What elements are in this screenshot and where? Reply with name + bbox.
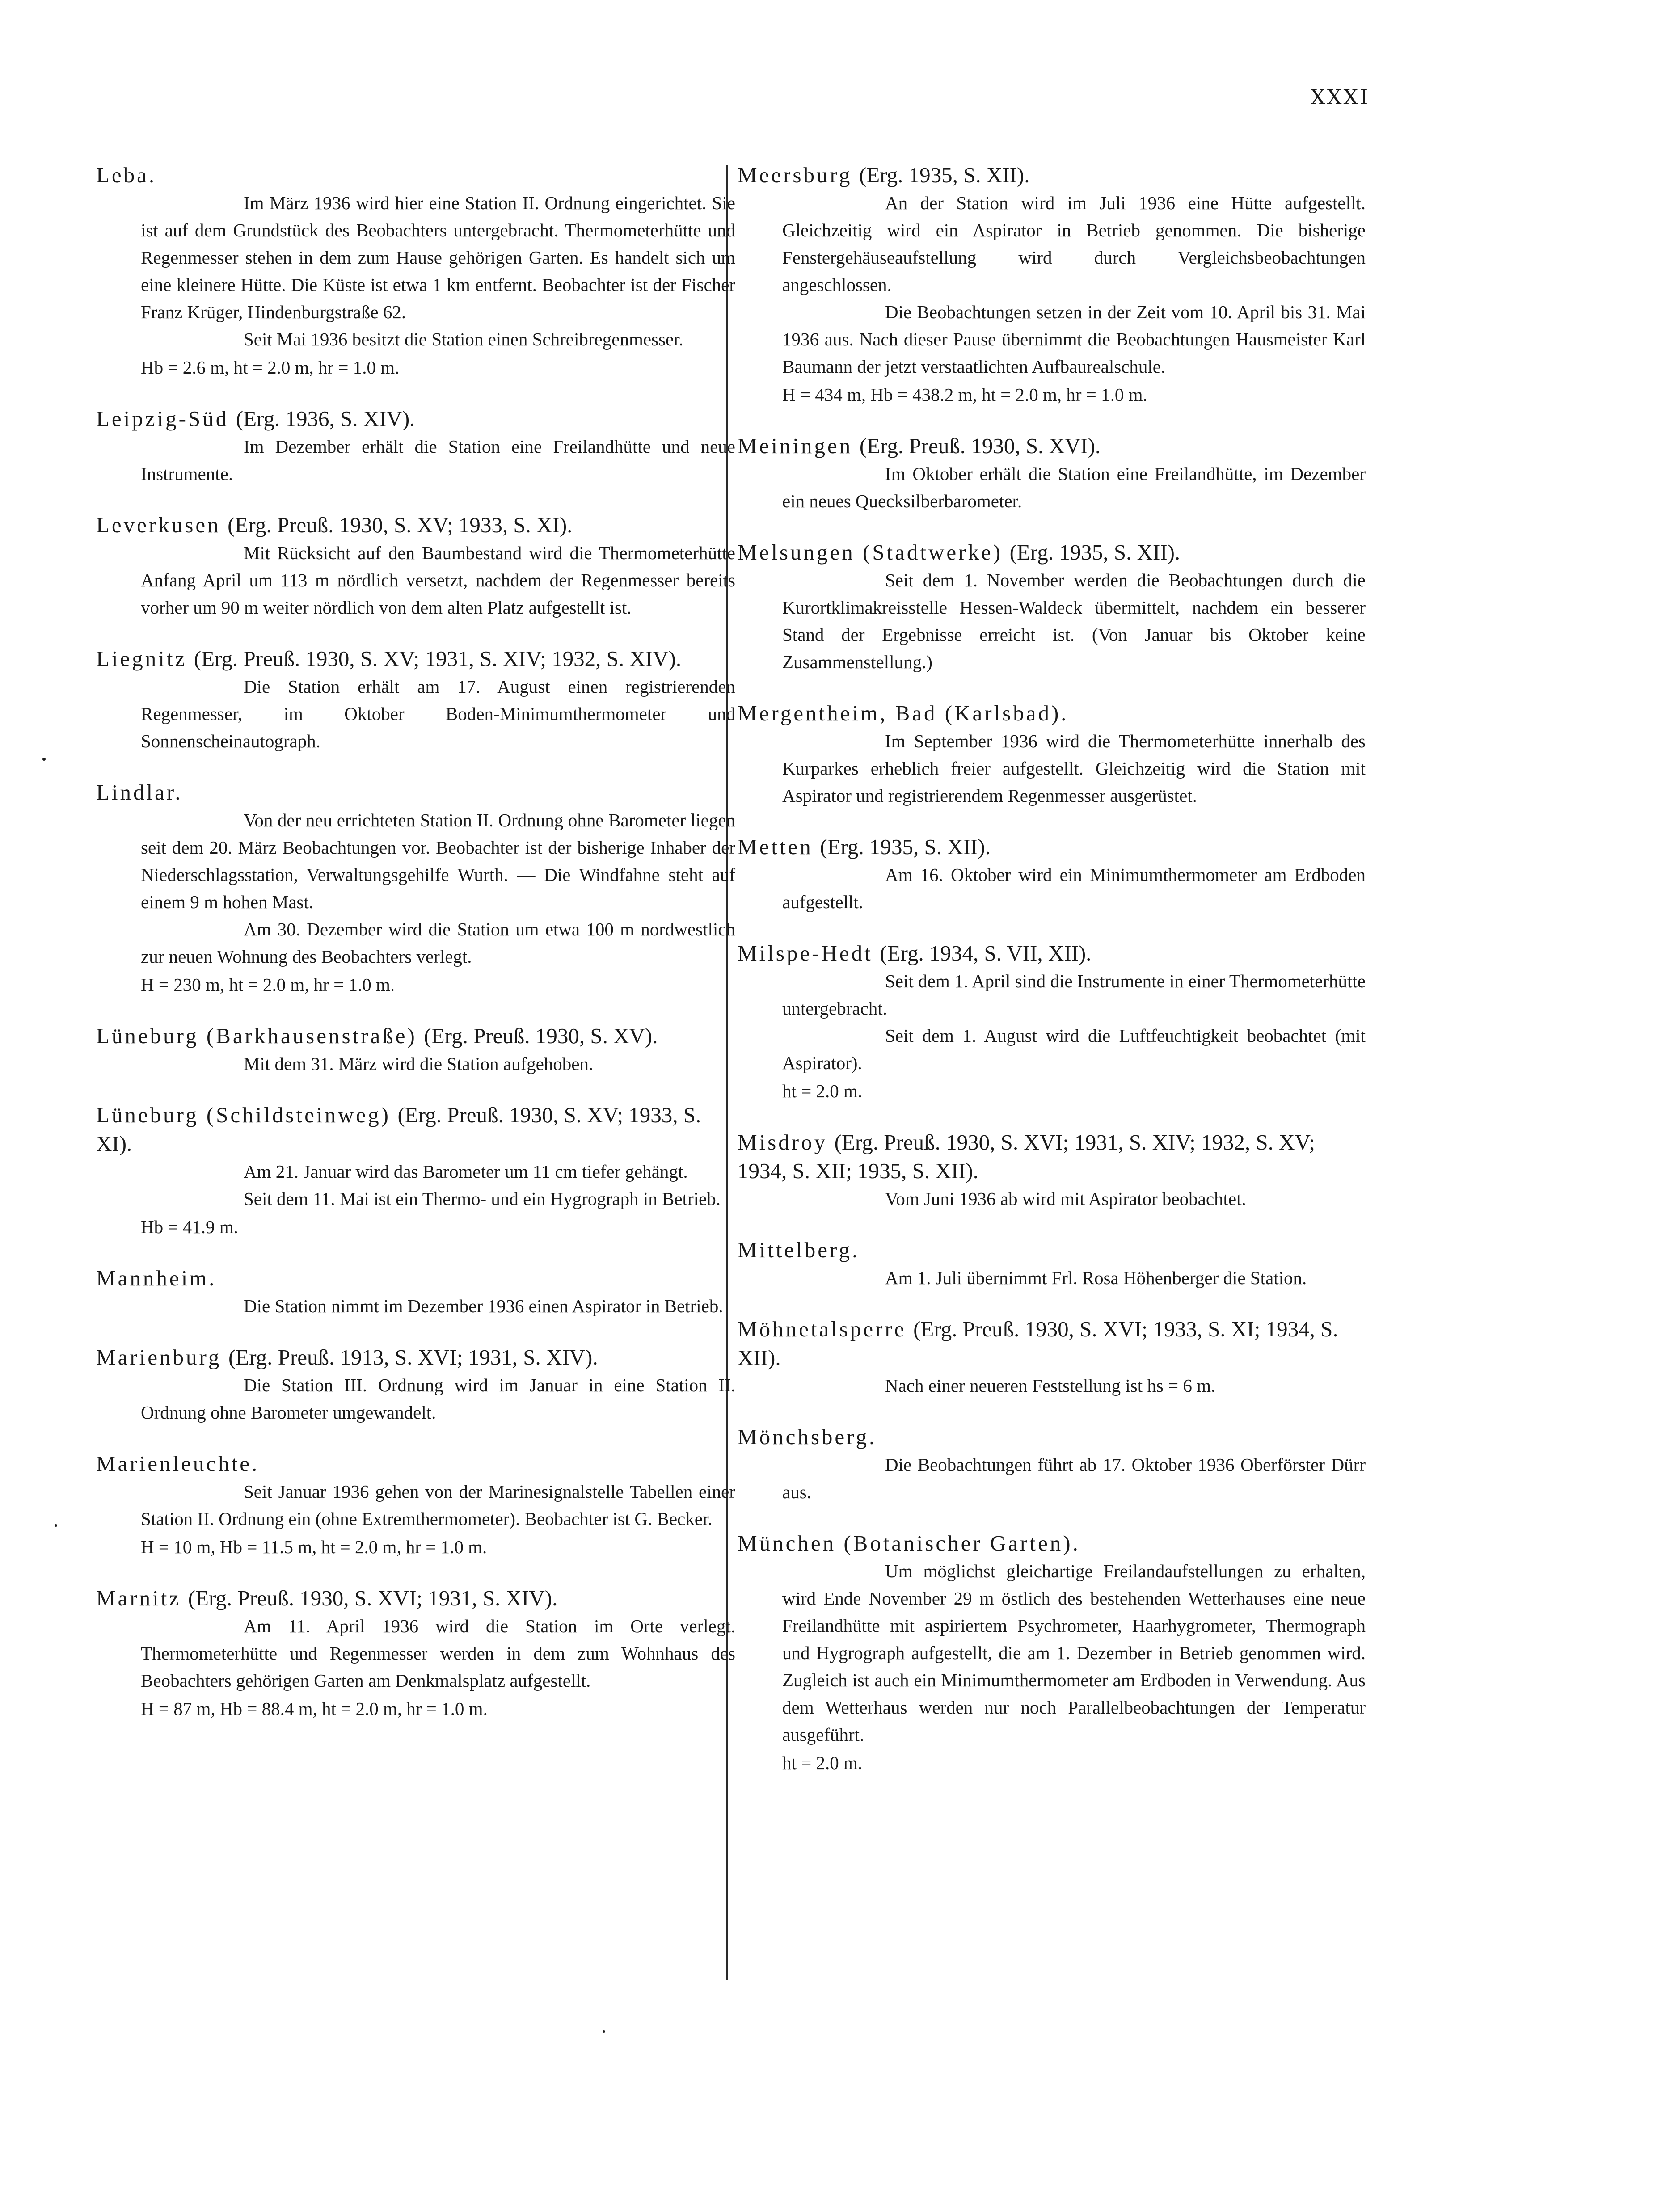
- station-reference: (Erg. 1935, S. XII).: [859, 163, 1030, 187]
- station-entry: [96, 1022, 735, 1078]
- station-entry: [738, 699, 1366, 809]
- station-note: Seit dem 1. November werden die Beobachtungen durch die Kurortklimakreisstelle Hessen-Waldeck übermittelt, nachdem ein besserer Stand der Ergebnisse erreicht ist. (Von Januar bis Oktober keine Zusammenstellung.): [782, 570, 1366, 672]
- station-entry: [96, 404, 735, 488]
- station-note: Seit dem 1. August wird die Luftfeuchtigkeit beobachtet (mit Aspirator).: [782, 1025, 1366, 1073]
- station-heading: [738, 833, 1366, 861]
- station-name: Marienburg: [96, 1345, 222, 1369]
- station-heading: [96, 645, 735, 673]
- station-entry: [738, 1236, 1366, 1292]
- station-entry: [738, 939, 1366, 1105]
- station-entry: [738, 538, 1366, 676]
- station-entry: [96, 1584, 735, 1723]
- station-note: Seit dem 11. Mai ist ein Thermo- und ein Hygrograph in Betrieb.: [244, 1188, 721, 1209]
- station-name: Marienleuchte.: [96, 1451, 260, 1476]
- station-note: Die Station erhält am 17. August einen registrierenden Regenmesser, im Oktober Boden-Minimumthermometer und Sonnenscheinautograph.: [141, 676, 735, 751]
- station-entry: [738, 161, 1366, 409]
- station-name: Mittelberg.: [738, 1238, 860, 1262]
- station-reference: (Erg. 1935, S. XII).: [820, 834, 991, 859]
- station-measurements: H = 230 m, ht = 2.0 m, hr = 1.0 m.: [141, 974, 395, 995]
- station-heading: [738, 1236, 1366, 1264]
- station-measurements: Hb = 2.6 m, ht = 2.0 m, hr = 1.0 m.: [141, 357, 400, 378]
- station-heading: [738, 432, 1366, 460]
- station-heading: [738, 161, 1366, 190]
- right-column: [738, 161, 1366, 1800]
- station-name: Mergentheim, Bad (Karlsbad).: [738, 701, 1069, 725]
- station-heading: [96, 1584, 735, 1613]
- station-name: Metten: [738, 834, 813, 859]
- station-note: Im März 1936 wird hier eine Station II. Ordnung eingerichtet. Sie ist auf dem Grundstück des Beobachters untergebracht. Thermometerhütte und Regenmesser stehen in dem zum Hause gehörigen Garten. Es handelt sich um eine kleinere Hütte. Die Küste ist etwa 1 km entfernt. Beobachter ist der Fischer Franz Krüger, Hindenburgstraße 62.: [141, 193, 735, 322]
- station-note: Seit Januar 1936 gehen von der Marinesignalstelle Tabellen einer Station II. Ordnung ein (ohne Extremthermometer). Beobachter ist G. Becker.: [141, 1481, 735, 1529]
- station-reference: (Erg. 1936, S. XIV).: [236, 406, 415, 431]
- station-note: Am 30. Dezember wird die Station um etwa 100 m nordwestlich zur neuen Wohnung des Beobachters verlegt.: [141, 919, 735, 967]
- station-name: Milspe-Hedt: [738, 941, 873, 965]
- scan-speck: [603, 2030, 605, 2033]
- station-measurements: H = 87 m, Hb = 88.4 m, ht = 2.0 m, hr = 1.0 m.: [141, 1698, 488, 1719]
- station-note: Die Station III. Ordnung wird im Januar in eine Station II. Ordnung ohne Barometer umgewandelt.: [141, 1375, 735, 1423]
- station-heading: [96, 1449, 735, 1478]
- station-name: Leipzig-Süd: [96, 406, 229, 431]
- station-reference: (Erg. Preuß. 1930, S. XV).: [424, 1024, 658, 1048]
- station-note: Am 16. Oktober wird ein Minimumthermometer am Erdboden aufgestellt.: [782, 864, 1366, 912]
- station-entry: [738, 1315, 1366, 1399]
- station-entry: [738, 1128, 1366, 1213]
- station-heading: [738, 939, 1366, 968]
- scan-speck: [42, 758, 46, 761]
- station-note: Im Dezember erhält die Station eine Freilandhütte und neue Instrumente.: [141, 436, 735, 484]
- station-reference: (Erg. Preuß. 1930, S. XV; 1933, S. XI).: [228, 513, 573, 537]
- station-name: Lüneburg (Schildsteinweg): [96, 1103, 391, 1127]
- station-name: Mönchsberg.: [738, 1424, 877, 1449]
- station-heading: [738, 1529, 1366, 1558]
- station-heading: [96, 1343, 735, 1372]
- station-heading: [738, 699, 1366, 728]
- station-note: Mit Rücksicht auf den Baumbestand wird die Thermometerhütte Anfang April um 113 m nördlich versetzt, nachdem der Regenmesser bereits vorher um 90 m weiter nördlich von dem alten Platz aufgestellt ist.: [141, 543, 735, 618]
- station-entry: [96, 161, 735, 381]
- station-heading: [738, 538, 1366, 567]
- station-name: Leba.: [96, 163, 157, 187]
- station-entry: [738, 1529, 1366, 1777]
- station-measurements: H = 434 m, Hb = 438.2 m, ht = 2.0 m, hr = 1.0 m.: [782, 384, 1147, 405]
- station-note: Von der neu errichteten Station II. Ordnung ohne Barometer liegen seit dem 20. März Beobachtungen vor. Beobachter ist der bisherige Inhaber der Niederschlagsstation, Verwaltungsgehilfe Wurth. — Die Windfahne steht auf einem 9 m hohen Mast.: [141, 810, 735, 912]
- station-heading: [96, 511, 735, 539]
- station-note: An der Station wird im Juli 1936 eine Hütte aufgestellt. Gleichzeitig wird ein Aspirator in Betrieb genommen. Die bisherige Fenstergehäuseaufstellung wird durch Vergleichsbeobachtungen angeschlossen.: [782, 193, 1366, 295]
- station-name: Leverkusen: [96, 513, 221, 537]
- station-note: Am 21. Januar wird das Barometer um 11 cm tiefer gehängt.: [244, 1161, 688, 1182]
- station-heading: [96, 778, 735, 807]
- station-note: Im September 1936 wird die Thermometerhütte innerhalb des Kurparkes erheblich freier aufgestellt. Gleichzeitig wird die Station mit Aspirator und registrierendem Regenmesser ausgerüstet.: [782, 731, 1366, 806]
- station-name: Lüneburg (Barkhausenstraße): [96, 1024, 417, 1048]
- station-note: Um möglichst gleichartige Freilandaufstellungen zu erhalten, wird Ende November 29 m östlich des bestehenden Wetterhauses eine neue Freilandhütte mit aspiriertem Psychrometer, Haarhygrometer, Thermograph und Hygrograph aufgestellt, die am 1. Dezember in Betrieb genommen wird. Zugleich ist auch ein Minimumthermometer am Erdboden in Verwendung. Aus dem Wetterhaus werden nur noch Parallelbeobachtungen der Temperatur ausgeführt.: [782, 1561, 1366, 1745]
- station-name: Mannheim.: [96, 1266, 217, 1290]
- station-entry: [96, 1264, 735, 1320]
- page-number: XXXI: [1311, 85, 1370, 109]
- station-note: Die Beobachtungen setzen in der Zeit vom 10. April bis 31. Mai 1936 aus. Nach dieser Pause übernimmt die Beobachtungen Hausmeister Karl Baumann der jetzt verstaatlichten Aufbaurealschule.: [782, 302, 1366, 377]
- station-note: Am 11. April 1936 wird die Station im Orte verlegt. Thermometerhütte und Regenmesser werden in dem zum Wohnhaus des Beobachters gehörigen Garten am Denkmalsplatz aufgestellt.: [141, 1616, 735, 1691]
- station-name: Meersburg: [738, 163, 852, 187]
- station-note: Die Beobachtungen führt ab 17. Oktober 1936 Oberförster Dürr aus.: [782, 1454, 1366, 1502]
- station-entry: [738, 833, 1366, 916]
- station-note: Vom Juni 1936 ab wird mit Aspirator beobachtet.: [885, 1188, 1246, 1209]
- station-reference: (Erg. Preuß. 1930, S. XV; 1931, S. XIV; 1932, S. XIV).: [194, 646, 682, 671]
- station-note: Am 1. Juli übernimmt Frl. Rosa Höhenberger die Station.: [885, 1268, 1307, 1288]
- station-heading: [96, 1264, 735, 1293]
- station-reference: (Erg. Preuß. 1930, S. XVI; 1931, S. XIV).: [188, 1586, 558, 1610]
- left-column: [96, 161, 735, 1746]
- station-measurements: H = 10 m, Hb = 11.5 m, ht = 2.0 m, hr = 1.0 m.: [141, 1537, 487, 1557]
- station-name: Marnitz: [96, 1586, 181, 1610]
- station-entry: [96, 778, 735, 999]
- station-heading: [738, 1423, 1366, 1451]
- station-measurements: ht = 2.0 m.: [782, 1081, 863, 1101]
- station-heading: [738, 1315, 1366, 1372]
- station-heading: [96, 1022, 735, 1050]
- station-note: Die Station nimmt im Dezember 1936 einen Aspirator in Betrieb.: [244, 1296, 723, 1316]
- station-entry: [96, 1101, 735, 1241]
- station-entry: [96, 1449, 735, 1561]
- station-entry: [738, 432, 1366, 515]
- station-note: Seit Mai 1936 besitzt die Station einen Schreibregenmesser.: [244, 329, 683, 350]
- station-reference: (Erg. Preuß. 1930, S. XVI).: [859, 434, 1101, 458]
- station-name: München (Botanischer Garten).: [738, 1531, 1080, 1555]
- station-note: Seit dem 1. April sind die Instrumente in einer Thermometerhütte untergebracht.: [782, 971, 1366, 1019]
- station-entry: [738, 1423, 1366, 1506]
- station-note: Im Oktober erhält die Station eine Freilandhütte, im Dezember ein neues Quecksilberbarometer.: [782, 463, 1366, 511]
- station-measurements: Hb = 41.9 m.: [141, 1217, 238, 1237]
- station-heading: [96, 404, 735, 433]
- station-reference: (Erg. 1934, S. VII, XII).: [880, 941, 1092, 965]
- station-reference: (Erg. 1935, S. XII).: [1009, 540, 1181, 565]
- station-reference: (Erg. Preuß. 1930, S. XVI; 1931, S. XIV; 1932, S. XV; 1934, S. XII; 1935, S. XII).: [738, 1130, 1315, 1183]
- station-note: Mit dem 31. März wird die Station aufgehoben.: [244, 1053, 594, 1074]
- station-reference: (Erg. Preuß. 1930, S. XVI; 1933, S. XI; 1934, S. XII).: [738, 1317, 1338, 1370]
- station-entry: [96, 645, 735, 755]
- station-reference: (Erg. Preuß. 1930, S. XV; 1933, S. XI).: [96, 1103, 701, 1156]
- station-heading: [96, 161, 735, 190]
- scan-speck: [55, 1524, 57, 1527]
- station-name: Möhnetalsperre: [738, 1317, 907, 1341]
- station-heading: [96, 1101, 735, 1158]
- station-name: Meiningen: [738, 434, 853, 458]
- station-measurements: ht = 2.0 m.: [782, 1753, 863, 1773]
- station-entry: [96, 1343, 735, 1426]
- station-note: Nach einer neueren Feststellung ist hs = 6 m.: [885, 1375, 1216, 1396]
- station-heading: [738, 1128, 1366, 1185]
- station-name: Liegnitz: [96, 646, 187, 671]
- station-entry: [96, 511, 735, 621]
- station-name: Melsungen (Stadtwerke): [738, 540, 1003, 565]
- station-name: Misdroy: [738, 1130, 828, 1154]
- station-reference: (Erg. Preuß. 1913, S. XVI; 1931, S. XIV).: [228, 1345, 598, 1369]
- station-name: Lindlar.: [96, 780, 183, 805]
